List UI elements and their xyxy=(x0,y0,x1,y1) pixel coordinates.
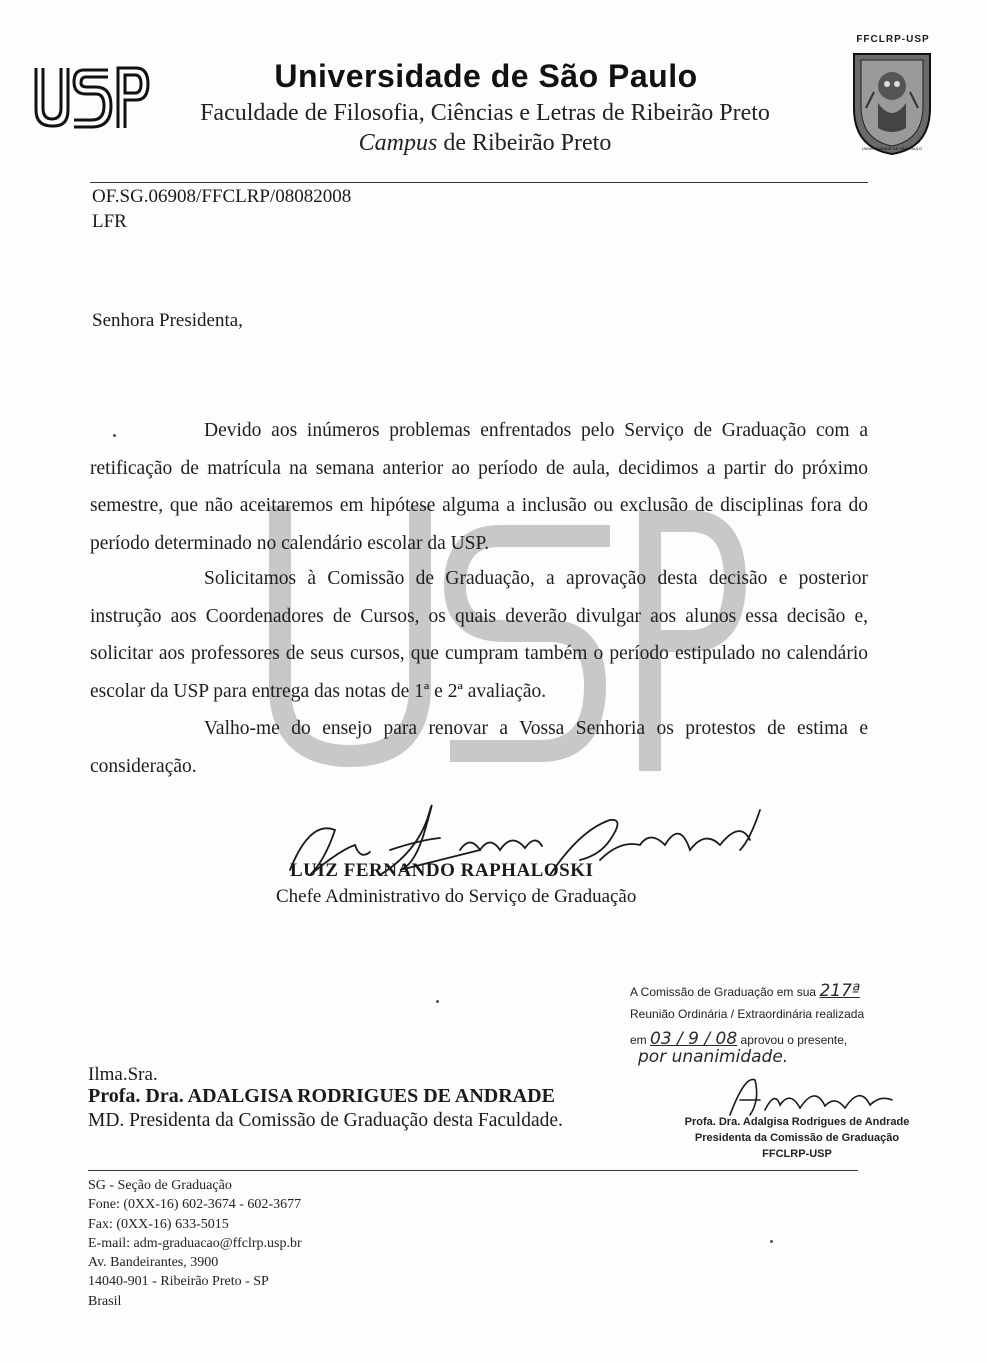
stamp-line-2: Reunião Ordinária / Extraordinária realizada xyxy=(630,1007,865,1021)
footer-phone: Fone: (0XX-16) 602-3674 - 602-3677 xyxy=(88,1197,302,1213)
footer-fax: Fax: (0XX-16) 633-5015 xyxy=(88,1216,229,1232)
president-unit: FFCLRP-USP xyxy=(762,1148,832,1160)
paragraph-1: Devido aos inúmeros problemas enfrentados pelo Serviço de Graduação com a retificação de matrícula na semana anterior ao período de aula, decidimos a partir do próximo semestre, que não aceitaremos em hipótese alguma a inclusão ou exclusão de disciplinas fora do período determinado no calendário escolar da USP. xyxy=(90,420,868,554)
footer-divider xyxy=(88,1170,858,1171)
signer-name: LUIZ FERNANDO RAPHALOSKI xyxy=(290,860,594,881)
addressee-name xyxy=(88,1085,555,1108)
campus-word: Campus xyxy=(358,130,438,156)
stamp-date: 03 / 9 / 08 xyxy=(650,1029,738,1049)
seal-label: FFCLRP-USP xyxy=(856,34,930,45)
footer-street: Av. Bandeirantes, 3900 xyxy=(88,1255,219,1271)
salutation: Senhora Presidenta, xyxy=(92,310,243,331)
signer-title: Chefe Administrativo do Serviço de Graduação xyxy=(276,886,637,907)
scan-speck xyxy=(770,1240,773,1243)
addressee-greeting: Ilma.Sra. xyxy=(88,1064,158,1085)
stamp-session-number: 217ª xyxy=(819,981,860,1001)
stamp-line-1-prefix: A Comissão de Graduação em sua xyxy=(630,985,817,999)
addressee-role: MD. Presidenta da Comissão de Graduação desta Faculdade. xyxy=(88,1110,563,1131)
president-name: Profa. Dra. Adalgisa Rodrigues de Andrade xyxy=(684,1116,910,1128)
scan-speck xyxy=(113,434,116,437)
campus-rest: de Ribeirão Preto xyxy=(443,130,612,156)
stamp-line-3-suffix: aprovou o presente, xyxy=(740,1033,848,1047)
stamp-line-3-prefix: em xyxy=(630,1033,647,1047)
president-role: Presidenta da Comissão de Graduação xyxy=(694,1132,900,1144)
faculty-seal xyxy=(848,48,936,158)
faculty-name: Faculdade de Filosofia, Ciências e Letras de Ribeirão Preto xyxy=(200,100,770,126)
stamp-handwritten-note: por unanimidade. xyxy=(638,1047,789,1067)
paragraph-2: Solicitamos à Comissão de Graduação, a aprovação desta decisão e posterior instrução aos Coordenadores de Cursos, os quais deverão divulgar aos alunos essa decisão e, solicitar aos professores de seus cursos, que cumpram também o período estipulado no calendário escolar da USP para entrega das notas de 1ª e 2ª avaliação. xyxy=(90,568,868,702)
footer-contact xyxy=(88,1176,302,1311)
president-signature xyxy=(720,1070,900,1120)
usp-logo xyxy=(32,62,152,132)
reference-code: OF.SG.06908/FFCLRP/08082008 xyxy=(92,186,352,207)
reference-initials: LFR xyxy=(92,211,127,232)
campus-line xyxy=(220,130,750,157)
header-divider xyxy=(90,182,868,183)
university-name: Universidade de São Paulo xyxy=(274,58,698,94)
footer-city: 14040-901 - Ribeirão Preto - SP xyxy=(88,1274,269,1290)
addressee-name-text: ADALGISA RODRIGUES DE ANDRADE xyxy=(187,1085,555,1107)
seal-ring-text: UNIVERSIDADE DE SÃO PAULO xyxy=(861,146,923,151)
paragraph-3: Valho-me do ensejo para renovar a Vossa Senhoria os protestos de estima e consideração. xyxy=(90,718,868,777)
footer-email: E-mail: adm-graduacao@ffclrp.usp.br xyxy=(88,1235,302,1251)
footer-country: Brasil xyxy=(88,1293,122,1309)
scan-speck xyxy=(436,1000,439,1003)
addressee-name-prefix: Profa. Dra. xyxy=(88,1085,184,1107)
footer-section: SG - Seção de Graduação xyxy=(88,1178,232,1193)
stamp-line-1 xyxy=(630,981,860,1001)
stamp-line-3 xyxy=(630,1029,847,1049)
